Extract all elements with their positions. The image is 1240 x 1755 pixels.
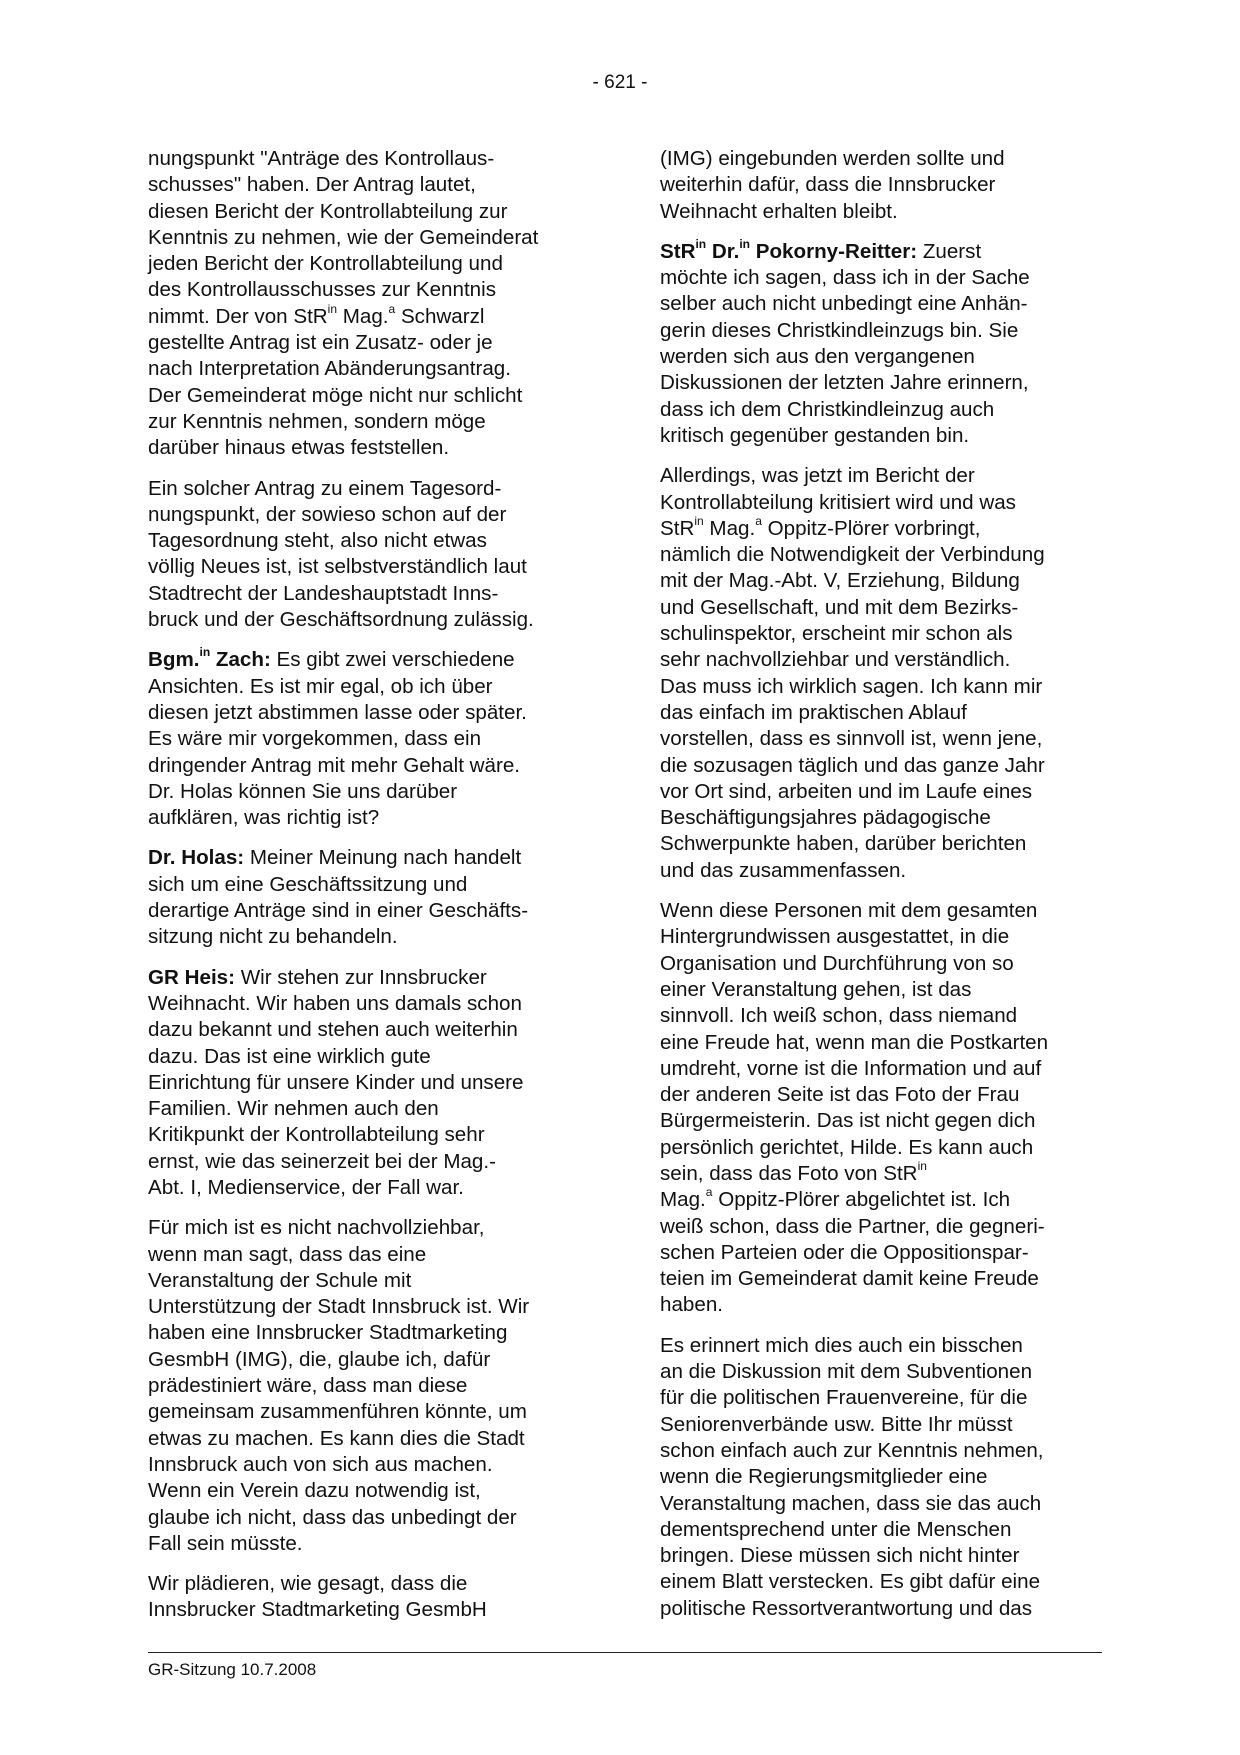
text-line: bruck und der Geschäftsordnung zulässig.	[148, 608, 534, 632]
text-line: diesen jetzt abstimmen lasse oder später.	[148, 700, 527, 724]
text-line: Das muss ich wirklich sagen. Ich kann mir	[660, 674, 1043, 698]
text-line: sitzung nicht zu behandeln.	[148, 925, 398, 949]
text-line: Der Gemeinderat möge nicht nur schlicht	[148, 383, 523, 407]
text-line: Beschäftigungsjahres pädagogische	[660, 806, 991, 830]
text-line: die sozusagen täglich und das ganze Jahr	[660, 753, 1045, 777]
left-column	[148, 146, 600, 1638]
text-line: zur Kenntnis nehmen, sondern möge	[148, 409, 486, 433]
text-line: sehr nachvollziehbar und verständlich.	[660, 648, 1011, 672]
text-line: vor Ort sind, arbeiten und im Laufe eines	[660, 779, 1033, 803]
right-column	[660, 146, 1112, 1636]
paragraph	[148, 965, 600, 1202]
text-line: schulinspektor, erscheint mir schon als	[660, 622, 1013, 646]
text-line: Innsbrucker Stadtmarketing GesmbH	[148, 1598, 487, 1622]
text-line: sinnvoll. Ich weiß schon, dass niemand	[660, 1004, 1018, 1028]
text-line: Bgm.$^{in}$ Zach: Es gibt zwei verschiedene	[148, 645, 515, 672]
text-line: nungspunkt "Anträge des Kontrollaus-	[148, 147, 495, 170]
text-line: Abt. I, Medienservice, der Fall war.	[148, 1175, 464, 1199]
speaker-name: GR Heis:	[148, 965, 235, 989]
text-line: Weihnacht. Wir haben uns damals schon	[148, 991, 522, 1015]
text-line: Wir plädieren, wie gesagt, dass die	[148, 1572, 468, 1596]
text-line: StR$^{in}$ Mag.$^a$ Oppitz-Plörer vorbringt,	[660, 514, 981, 540]
text-line: Es wäre mir vorgekommen, dass ein	[148, 727, 482, 751]
text-line: möchte ich sagen, dass ich in der Sache	[660, 266, 1030, 290]
text-line: für die politischen Frauenvereine, für die	[660, 1386, 1028, 1410]
text-line: jeden Bericht der Kontrollabteilung und	[148, 252, 503, 276]
paragraph	[660, 239, 1112, 449]
text-line: Kenntnis zu nehmen, wie der Gemeinderat	[148, 225, 539, 249]
text-line: Kontrollabteilung kritisiert wird und was	[660, 490, 1016, 514]
speaker-name: StR$^{in}$ Dr.$^{in}$ Pokorny-Reitter:	[660, 237, 918, 263]
paragraph	[148, 146, 600, 462]
text-line: völlig Neues ist, ist selbstverständlich laut	[148, 555, 527, 579]
text-line: an die Diskussion mit dem Subventionen	[660, 1360, 1033, 1384]
text-line: ernst, wie das seinerzeit bei der Mag.-	[148, 1149, 496, 1173]
text-line: Ein solcher Antrag zu einem Tagesord-	[148, 476, 502, 500]
text-line: dementsprechend unter die Menschen	[660, 1517, 1012, 1541]
text-line: glaube ich nicht, dass das unbedingt der	[148, 1505, 517, 1529]
paragraph	[148, 845, 600, 950]
text-line: mit der Mag.-Abt. V, Erziehung, Bildung	[660, 569, 1020, 593]
text-line: gerin dieses Christkindleinzugs bin. Sie	[660, 318, 1019, 342]
speaker-name: Dr. Holas:	[148, 846, 245, 870]
paragraph	[148, 1215, 600, 1557]
text-line: der anderen Seite ist das Foto der Frau	[660, 1083, 1020, 1107]
text-line: Tagesordnung steht, also nicht etwas	[148, 529, 487, 553]
paragraph	[660, 898, 1112, 1319]
text-line: schusses" haben. Der Antrag lautet,	[148, 173, 476, 197]
text-line: GR Heis: Wir stehen zur Innsbrucker	[148, 965, 487, 989]
text-line: Stadtrecht der Landeshauptstadt Inns-	[148, 581, 499, 605]
text-line: Dr. Holas können Sie uns darüber	[148, 779, 458, 803]
text-line: einer Veranstaltung gehen, ist das	[660, 977, 972, 1001]
text-line: und Gesellschaft, und mit dem Bezirks-	[660, 595, 1019, 619]
text-line: gestellte Antrag ist ein Zusatz- oder je	[148, 331, 493, 355]
text-line: sein, dass das Foto von StR$^{in}$	[660, 1159, 927, 1185]
text-line: nungspunkt, der sowieso schon auf der	[148, 502, 507, 526]
paragraph	[148, 1571, 600, 1624]
text-line: Diskussionen der letzten Jahre erinnern,	[660, 371, 1029, 395]
text-line: schen Parteien oder die Oppositionspar-	[660, 1240, 1029, 1264]
text-line: Wenn diese Personen mit dem gesamten	[660, 899, 1038, 923]
footer-session-date: GR-Sitzung 10.7.2008	[148, 1660, 317, 1679]
text-line: teien im Gemeinderat damit keine Freude	[660, 1267, 1039, 1291]
text-line: des Kontrollausschusses zur Kenntnis	[148, 278, 496, 302]
text-line: schon einfach auch zur Kenntnis nehmen,	[660, 1438, 1044, 1462]
text-line: selber auch nicht unbedingt eine Anhän-	[660, 292, 1028, 316]
text-line: eine Freude hat, wenn man die Postkarten	[660, 1030, 1049, 1054]
text-line: dazu. Das ist eine wirklich gute	[148, 1044, 431, 1068]
text-line: Seniorenverbände usw. Bitte Ihr müsst	[660, 1412, 1013, 1436]
text-line: derartige Anträge sind in einer Geschäfts-	[148, 899, 529, 923]
text-line: Familien. Wir nehmen auch den	[148, 1097, 439, 1121]
text-line: politische Ressortverantwortung und das	[660, 1596, 1033, 1620]
text-line: einem Blatt verstecken. Es gibt dafür eine	[660, 1570, 1041, 1594]
text-line: Bürgermeisterin. Das ist nicht gegen dich	[660, 1109, 1036, 1133]
text-line: nimmt. Der von StR$^{in}$ Mag.$^a$ Schwarzl	[148, 301, 485, 328]
text-line: weiterhin dafür, dass die Innsbrucker	[660, 173, 996, 197]
text-line: Einrichtung für unsere Kinder und unsere	[148, 1070, 524, 1094]
text-line: kritisch gegenüber gestanden bin.	[660, 423, 970, 447]
text-line: prädestiniert wäre, dass man diese	[148, 1374, 468, 1398]
text-line: Mag.$^a$ Oppitz-Plörer abgelichtet ist. Ich	[660, 1185, 1011, 1212]
text-line: sich um eine Geschäftssitzung und	[148, 872, 468, 896]
text-line: werden sich aus den vergangenen	[660, 345, 975, 369]
paragraph	[660, 463, 1112, 884]
paragraph	[148, 647, 600, 831]
text-line: vorstellen, dass es sinnvoll ist, wenn jene,	[660, 727, 1043, 751]
text-line: das einfach im praktischen Ablauf	[660, 700, 967, 724]
text-line: haben.	[660, 1293, 723, 1317]
text-line: (IMG) eingebunden werden sollte und	[660, 147, 1005, 170]
text-line: Innsbruck auch von sich aus machen.	[148, 1452, 493, 1476]
text-line: GesmbH (IMG), die, glaube ich, dafür	[148, 1347, 491, 1371]
text-line: diesen Bericht der Kontrollabteilung zur	[148, 199, 508, 223]
paragraph	[660, 146, 1112, 225]
text-line: wenn man sagt, dass das eine	[148, 1242, 427, 1266]
text-line: Weihnacht erhalten bleibt.	[660, 199, 898, 223]
paragraph	[148, 476, 600, 634]
text-line: persönlich gerichtet, Hilde. Es kann auch	[660, 1135, 1034, 1159]
text-line: Hintergrundwissen ausgestattet, in die	[660, 925, 1010, 949]
paragraph	[660, 1333, 1112, 1622]
text-line: dass ich dem Christkindleinzug auch	[660, 397, 995, 421]
text-line: Organisation und Durchführung von so	[660, 951, 1014, 975]
text-line: Ansichten. Es ist mir egal, ob ich über	[148, 674, 493, 698]
text-line: aufklären, was richtig ist?	[148, 806, 380, 830]
text-line: Für mich ist es nicht nachvollziehbar,	[148, 1216, 485, 1240]
text-line: Unterstützung der Stadt Innsbruck ist. Wir	[148, 1295, 530, 1319]
text-line: Dr. Holas: Meiner Meinung nach handelt	[148, 846, 522, 870]
text-line: Veranstaltung machen, dass sie das auch	[660, 1491, 1042, 1515]
text-line: darüber hinaus etwas feststellen.	[148, 436, 450, 460]
text-line: gemeinsam zusammenführen könnte, um	[148, 1400, 527, 1424]
text-line: Veranstaltung der Schule mit	[148, 1268, 412, 1292]
text-line: Wenn ein Verein dazu notwendig ist,	[148, 1479, 481, 1503]
text-line: nämlich die Notwendigkeit der Verbindung	[660, 543, 1045, 567]
text-line: dazu bekannt und stehen auch weiterhin	[148, 1018, 518, 1042]
text-line: StR$^{in}$ Dr.$^{in}$ Pokorny-Reitter: Zuerst	[660, 237, 982, 263]
text-line: dringender Antrag mit mehr Gehalt wäre.	[148, 753, 521, 777]
footer-divider	[148, 1652, 1102, 1653]
text-line: Es erinnert mich dies auch ein bisschen	[660, 1333, 1023, 1357]
speaker-name: Bgm.$^{in}$ Zach:	[148, 645, 271, 672]
text-line: Kritikpunkt der Kontrollabteilung sehr	[148, 1123, 485, 1147]
text-line: weiß schon, dass die Partner, die gegneri-	[660, 1214, 1045, 1238]
text-line: etwas zu machen. Es kann dies die Stadt	[148, 1426, 525, 1450]
text-line: wenn die Regierungsmitglieder eine	[660, 1465, 988, 1489]
text-line: nach Interpretation Abänderungsantrag.	[148, 357, 511, 381]
text-line: Fall sein müsste.	[148, 1531, 303, 1555]
text-line: haben eine Innsbrucker Stadtmarketing	[148, 1321, 508, 1345]
text-line: umdreht, vorne ist die Information und auf	[660, 1056, 1042, 1080]
page-number: - 621 -	[592, 72, 648, 93]
text-line: und das zusammenfassen.	[660, 858, 907, 882]
text-line: bringen. Diese müssen sich nicht hinter	[660, 1544, 1020, 1568]
text-line: Allerdings, was jetzt im Bericht der	[660, 464, 975, 488]
text-line: Schwerpunkte haben, darüber berichten	[660, 832, 1027, 856]
